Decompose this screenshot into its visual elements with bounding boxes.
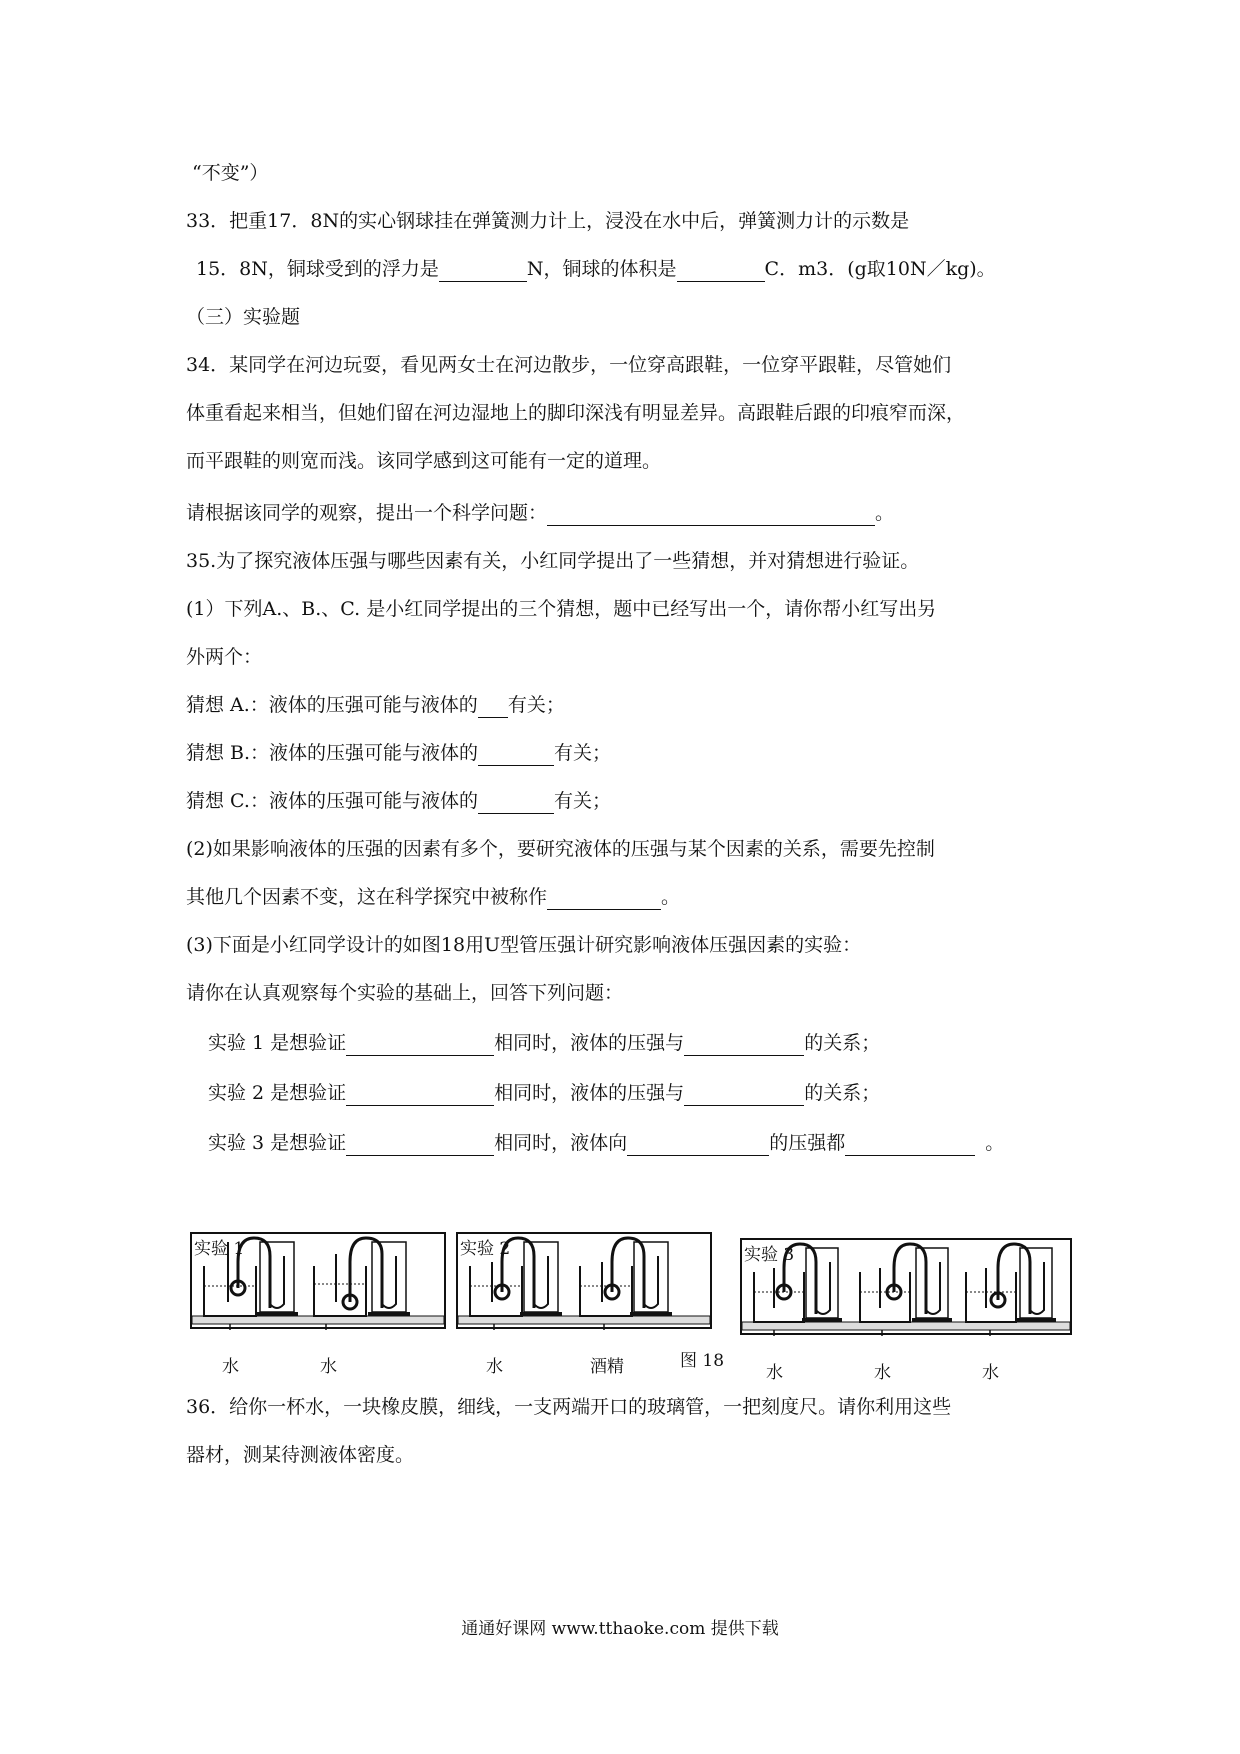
question-33: 33．把重17．8N的实心钢球挂在弹簧测力计上，浸没在水中后，弹簧测力计的示数是 [186,210,910,232]
answer-blank[interactable] [627,1135,769,1156]
question-33-cont [196,256,996,282]
answer-blank[interactable] [677,261,765,282]
experiment-3-title: 实验 3 [744,1245,795,1265]
text-seg: 相同时，液体向 [494,1132,628,1154]
question-34-ask [186,500,894,526]
liquid-label: 水 [222,1357,239,1377]
question-35-3-cont: 请你在认真观察每个实验的基础上，回答下列问题： [186,982,624,1004]
experiment-1-title: 实验 1 [194,1239,245,1259]
figure-caption: 图 18 [680,1351,725,1371]
answer-blank[interactable] [478,793,554,814]
text-seg: 相同时，液体的压强与 [494,1082,685,1104]
text-seg: 猜想 B.：液体的压强可能与液体的 [186,742,479,764]
question-35-2-cont [186,884,680,910]
text-seg: 。 [875,502,895,524]
answer-blank[interactable] [547,505,875,526]
experiment-2-title: 实验 2 [460,1239,511,1259]
text-seg: 实验 2 是想验证 [208,1082,347,1104]
question-36: 36．给你一杯水，一块橡皮膜，细线，一支两端开口的玻璃管，一把刻度尺。请你利用这些 [186,1396,952,1418]
text-seg: 猜想 C.：液体的压强可能与液体的 [186,790,478,812]
text-seg: 实验 1 是想验证 [208,1032,347,1054]
text-seg: 15．8N，铜球受到的浮力是 [196,258,439,280]
text-seg: 有关； [554,742,612,764]
text-seg: 实验 3 是想验证 [208,1132,347,1154]
experiment-3-question [208,1130,1004,1156]
text-seg: 。 [985,1132,1005,1154]
guess-a [186,692,565,718]
question-34-cont: 而平跟鞋的则宽而浅。该同学感到这可能有一定的道理。 [186,450,662,472]
page-footer: 通通好课网 www.tthaoke.com 提供下载 [461,1619,779,1639]
answer-blank[interactable] [547,889,661,910]
text-seg: 相同时，液体的压强与 [494,1032,685,1054]
question-34: 34．某同学在河边玩耍，看见两女士在河边散步，一位穿高跟鞋，一位穿平跟鞋，尽管她们 [186,354,952,376]
text-seg: N，铜球的体积是 [526,258,677,280]
text-seg: 有关； [553,790,611,812]
experiment-2-question [208,1080,880,1106]
answer-blank[interactable] [346,1085,494,1106]
answer-blank[interactable] [439,261,527,282]
question-34-cont: 体重看起来相当，但她们留在河边湿地上的脚印深浅有明显差异。高跟鞋后跟的印痕窄而深， [186,402,966,424]
text-seg: 的关系； [804,1032,881,1054]
experiment-1-question [208,1030,880,1056]
answer-blank[interactable] [346,1035,494,1056]
section-title: （三）实验题 [186,306,301,328]
liquid-label: 水 [486,1357,503,1377]
liquid-label: 水 [320,1357,337,1377]
liquid-label: 水 [874,1363,891,1383]
liquid-label: 水 [982,1363,999,1383]
answer-blank[interactable] [478,697,508,718]
question-35-1: (1）下列A.、B.、C. 是小红同学提出的三个猜想，题中已经写出一个，请你帮小红写出另 [186,598,937,620]
answer-blank[interactable] [684,1035,804,1056]
question-35-2: (2)如果影响液体的压强的因素有多个，要研究液体的压强与某个因素的关系，需要先控制 [186,838,935,860]
answer-blank[interactable] [346,1135,494,1156]
question-35-3: (3)下面是小红同学设计的如图18用U型管压强计研究影响液体压强因素的实验： [186,934,862,956]
text-seg: 有关； [507,694,565,716]
liquid-label: 水 [766,1363,783,1383]
experiment-1-figure [190,1232,446,1377]
liquid-label: 酒精 [590,1357,624,1377]
answer-blank[interactable] [684,1085,804,1106]
guess-b [186,740,611,766]
text-seg: 的关系； [804,1082,881,1104]
text-seg: 猜想 A.：液体的压强可能与液体的 [186,694,478,716]
text-seg: 。 [661,886,681,908]
question-35: 35.为了探究液体压强与哪些因素有关，小红同学提出了一些猜想，并对猜想进行验证。 [186,550,920,572]
text-seg: 其他几个因素不变，这在科学探究中被称作 [186,886,548,908]
text-line: “不变”） [192,162,269,184]
answer-blank[interactable] [845,1135,975,1156]
text-seg: 请根据该同学的观察，提出一个科学问题： [186,502,548,524]
guess-c [186,788,611,814]
answer-blank[interactable] [478,745,554,766]
question-35-1-cont: 外两个： [186,646,263,668]
question-36-cont: 器材，测某待测液体密度。 [186,1444,415,1466]
text-seg: C．m3．(g取10N／kg)。 [764,258,996,280]
text-seg: 的压强都 [769,1132,846,1154]
experiment-3-figure [740,1238,1072,1383]
